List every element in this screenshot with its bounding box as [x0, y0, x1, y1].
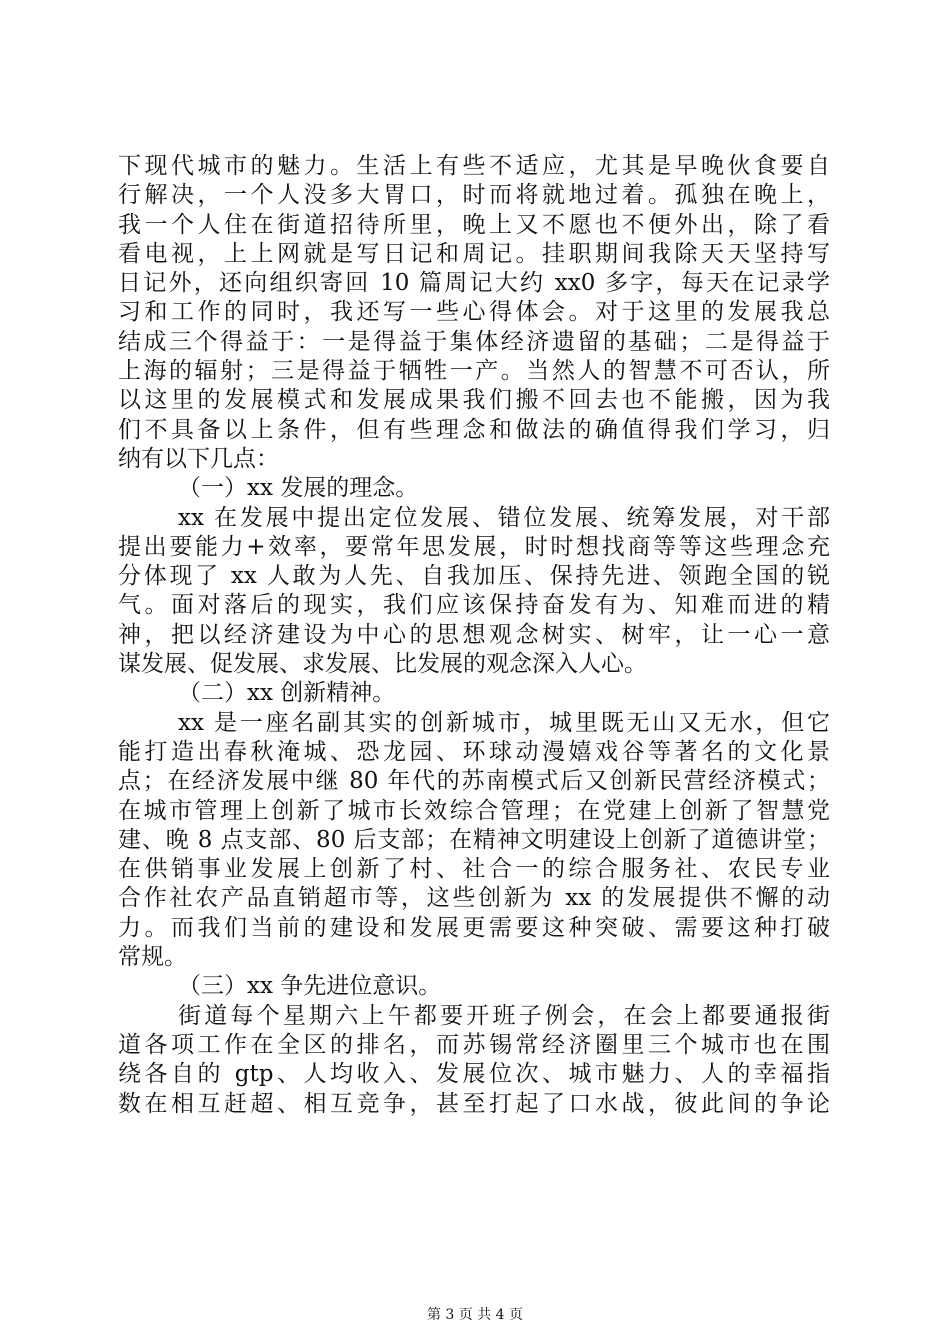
text-line: 气。面对落后的现实，我们应该保持奋发有为、知难而进的精 — [118, 592, 830, 619]
text-line: 行解决，一个人没多大胃口，时而将就地过着。孤独在晚上， — [118, 182, 830, 209]
text-line: 绕各自的 gtp、人均收入、发展位次、城市魅力、人的幸福指 — [118, 1061, 830, 1088]
text-line: 道各项工作在全区的排名，而苏锡常经济圈里三个城市也在围 — [118, 1031, 830, 1058]
text-line: 常规。 — [118, 944, 187, 971]
text-line: xx 是一座名副其实的创新城市，城里既无山又无水，但它 — [178, 709, 830, 736]
text-line: 能打造出春秋淹城、恐龙园、环球动漫嬉戏谷等著名的文化景 — [118, 738, 830, 765]
text-line: （一）xx 发展的理念。 — [178, 475, 419, 502]
text-line: 习和工作的同时，我还写一些心得体会。对于这里的发展我总 — [118, 299, 830, 326]
text-line: 看电视，上上网就是写日记和周记。挂职期间我除天天坚持写 — [118, 240, 830, 267]
text-line: （二）xx 创新精神。 — [178, 680, 396, 707]
text-line: 我一个人住在街道招待所里，晚上又不愿也不便外出，除了看 — [118, 211, 830, 238]
text-line: 在城市管理上创新了城市长效综合管理；在党建上创新了智慧党 — [118, 797, 830, 824]
text-line: 神，把以经济建设为中心的思想观念树实、树牢，让一心一意 — [118, 621, 830, 648]
text-line: 结成三个得益于：一是得益于集体经济遗留的基础；二是得益于 — [118, 328, 830, 355]
text-line: 提出要能力+效率，要常年思发展，时时想找商等等这些理念充 — [118, 533, 830, 560]
page-footer — [0, 1304, 950, 1324]
text-line: 力。而我们当前的建设和发展更需要这种突破、需要这种打破 — [118, 914, 830, 941]
page-number-label: 第 3 页 共 4 页 — [426, 1307, 524, 1323]
text-line: 纳有以下几点： — [118, 445, 279, 472]
text-line: 分体现了 xx 人敢为人先、自我加压、保持先进、领跑全国的锐 — [118, 563, 830, 590]
document-body — [118, 152, 830, 1119]
text-line: 数在相互赶超、相互竞争，甚至打起了口水战，彼此间的争论 — [118, 1090, 830, 1117]
text-line: 们不具备以上条件，但有些理念和做法的确值得我们学习，归 — [118, 416, 830, 443]
text-line: 以这里的发展模式和发展成果我们搬不回去也不能搬，因为我 — [118, 387, 830, 414]
text-line: 上海的辐射；三是得益于牺牲一产。当然人的智慧不可否认，所 — [118, 358, 830, 385]
text-line: 建、晚 8 点支部、80 后支部；在精神文明建设上创新了道德讲堂； — [118, 826, 830, 853]
text-line: （三）xx 争先进位意识。 — [178, 973, 442, 1000]
text-line: 下现代城市的魅力。生活上有些不适应，尤其是早晚伙食要自 — [118, 153, 830, 179]
text-line: 街道每个星期六上午都要开班子例会，在会上都要通报街 — [178, 1002, 830, 1029]
text-line: 点；在经济发展中继 80 年代的苏南模式后又创新民营经济模式； — [118, 768, 830, 795]
text-line: 日记外，还向组织寄回 10 篇周记大约 xx0 多字，每天在记录学 — [118, 270, 830, 297]
text-line: 在供销事业发展上创新了村、社合一的综合服务社、农民专业 — [118, 856, 830, 883]
text-line: xx 在发展中提出定位发展、错位发展、统筹发展，对干部 — [178, 504, 830, 531]
text-line: 合作社农产品直销超市等，这些创新为 xx 的发展提供不懈的动 — [118, 885, 830, 912]
text-line: 谋发展、促发展、求发展、比发展的观念深入人心。 — [118, 651, 647, 678]
